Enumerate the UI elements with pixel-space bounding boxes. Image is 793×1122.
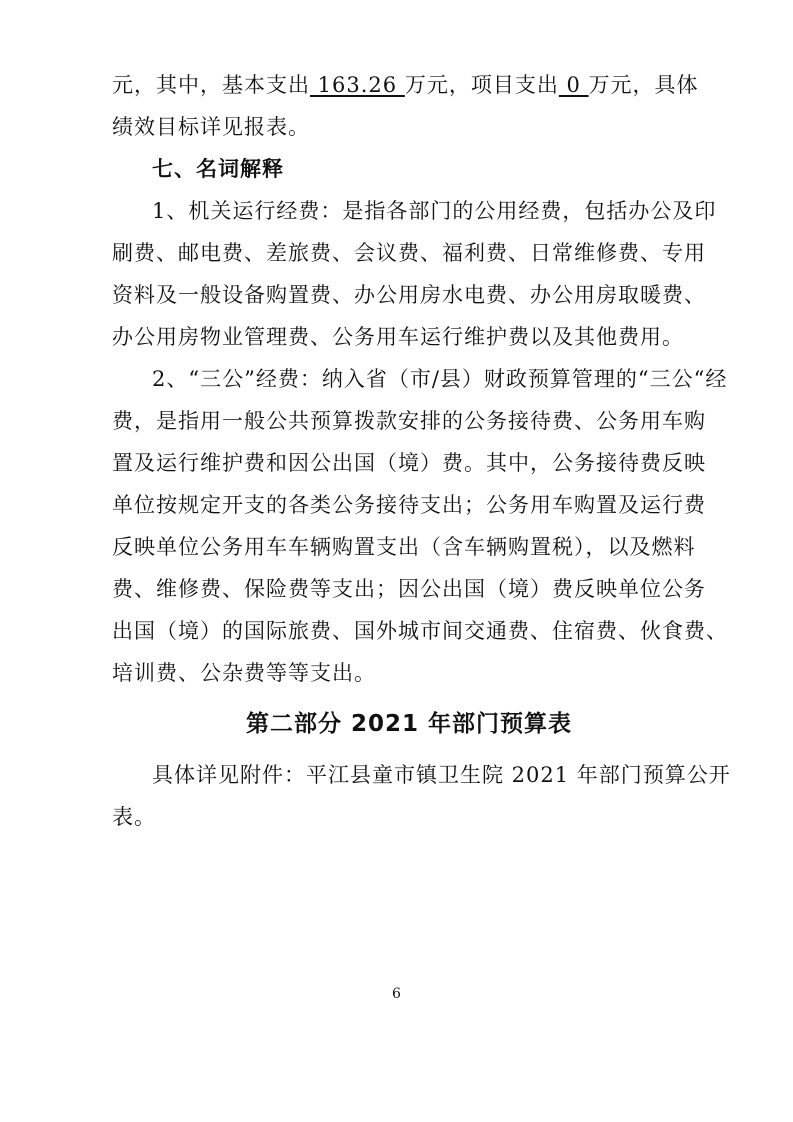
basic-expense-value: 163.26 xyxy=(310,73,405,97)
summary-text-3: 万元，具体 xyxy=(588,73,699,97)
item1-line: 办公用房物业管理费、公务用车运行维护费以及其他费用。 xyxy=(112,325,684,349)
summary-text-2: 万元，项目支出 xyxy=(404,73,559,97)
item2-line: 2、“三公”经费：纳入省（市/县）财政预算管理的“三公“经 xyxy=(152,367,728,391)
part2-line: 表。 xyxy=(112,805,156,829)
part2-title: 第二部分 2021 年部门预算表 xyxy=(246,711,573,737)
item2-line: 置及运行维护费和因公出国（境）费。其中，公务接待费反映 xyxy=(112,451,706,475)
item2-line: 出国（境）的国际旅费、国外城市间交通费、住宿费、伙食费、 xyxy=(112,619,728,643)
part2-line: 具体详见附件：平江县童市镇卫生院 2021 年部门预算公开 xyxy=(152,763,731,787)
item2-line: 费、维修费、保险费等支出；因公出国（境）费反映单位公务 xyxy=(112,577,706,601)
project-expense-value: 0 xyxy=(558,73,589,97)
section-heading-terms: 七、名词解释 xyxy=(152,157,284,181)
budget-summary-line xyxy=(112,70,699,100)
page-number: 6 xyxy=(392,986,401,1002)
item1-line: 资料及一般设备购置费、办公用房水电费、办公用房取暖费、 xyxy=(112,283,706,307)
item1-line: 1、机关运行经费：是指各部门的公用经费，包括办公及印 xyxy=(152,199,717,223)
summary-line-2: 绩效目标详见报表。 xyxy=(112,115,310,139)
summary-text-1: 元，其中，基本支出 xyxy=(112,73,310,97)
item2-line: 单位按规定开支的各类公务接待支出；公务用车购置及运行费 xyxy=(112,493,706,517)
item1-line: 刷费、邮电费、差旅费、会议费、福利费、日常维修费、专用 xyxy=(112,241,706,265)
item2-line: 反映单位公务用车车辆购置支出（含车辆购置税），以及燃料 xyxy=(112,535,696,559)
item2-line: 费，是指用一般公共预算拨款安排的公务接待费、公务用车购 xyxy=(112,409,706,433)
item2-line: 培训费、公杂费等等支出。 xyxy=(112,661,376,685)
